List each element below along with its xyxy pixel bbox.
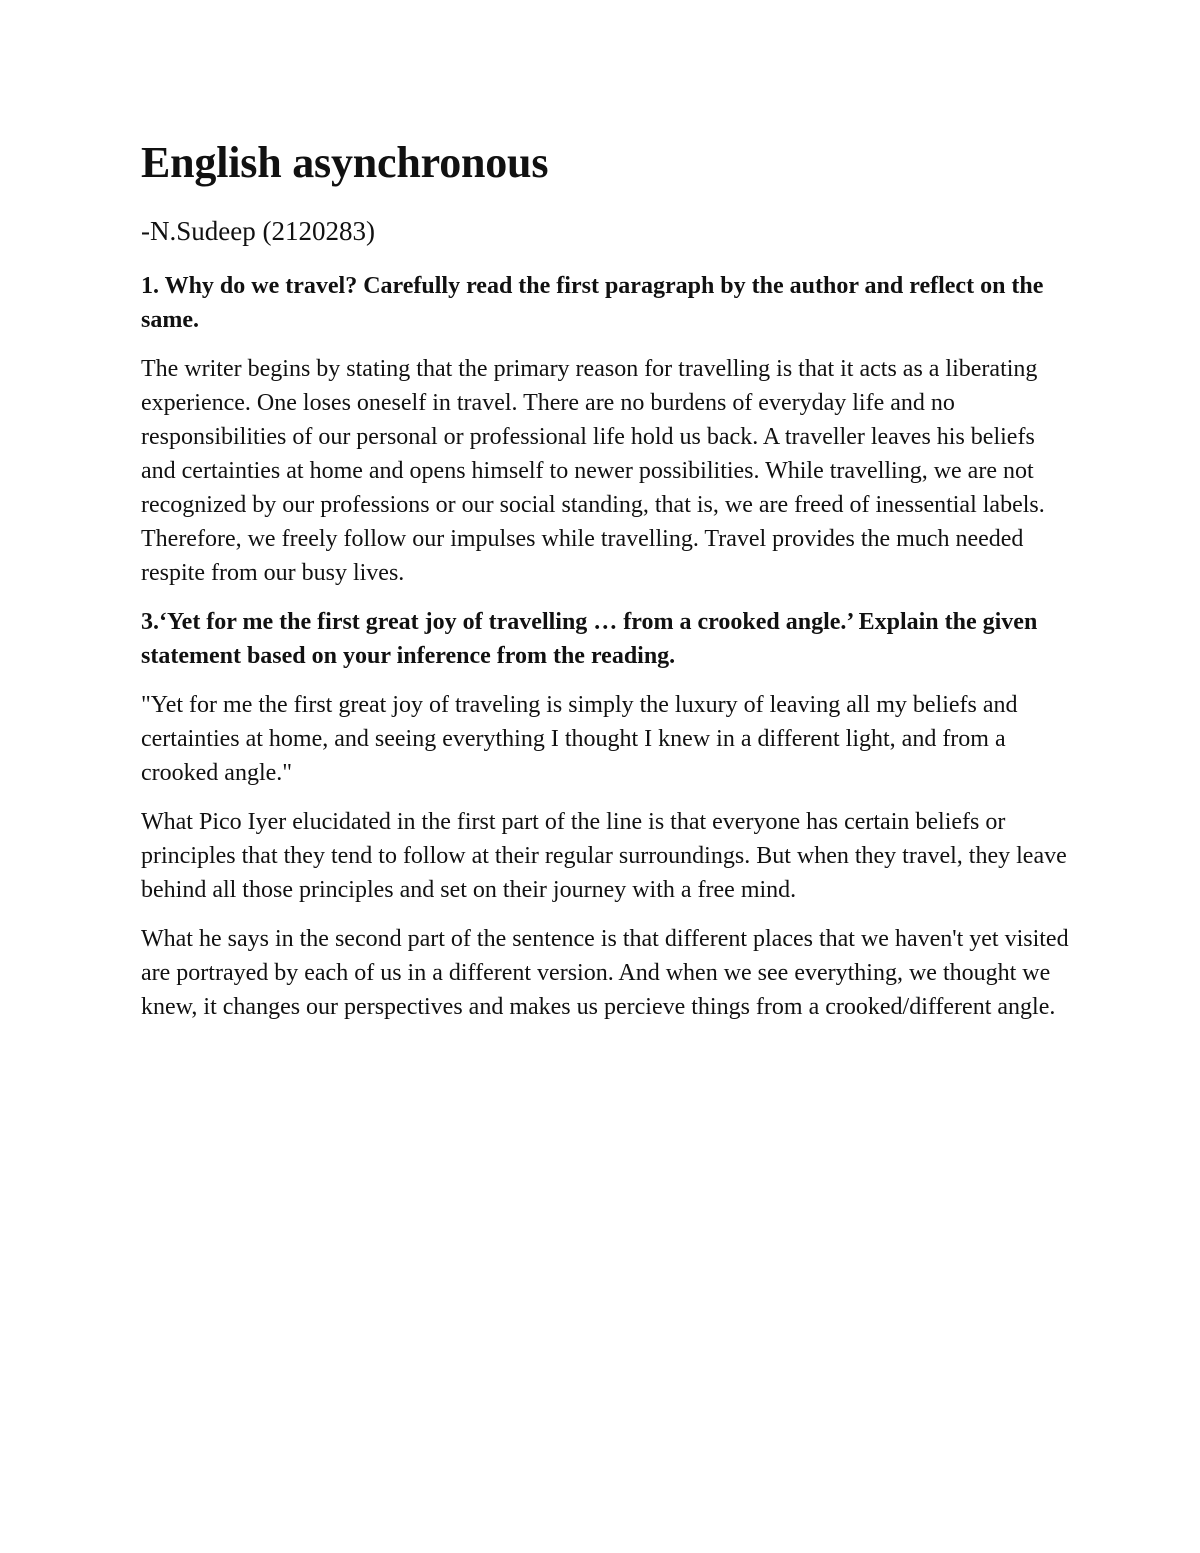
answer-3-part-2: What he says in the second part of the sentence is that different places that we haven't yet visited are portrayed by each of us in a different version. And when we see everything, we thought we knew, it changes our perspectives and makes us percieve things from a crooked/different angle. [141,925,1069,1020]
author-line: -N.Sudeep (2120283) [141,215,375,246]
question-1: 1. Why do we travel? Carefully read the first paragraph by the author and reflect on the same. [141,272,1044,333]
answer-1: The writer begins by stating that the primary reason for travelling is that it acts as a liberating experience. One loses oneself in travel. There are no burdens of everyday life and no responsibilities of our personal or professional life hold us back. A traveller leaves his beliefs and certainties at home and opens himself to newer possibilities. While travelling, we are not recognized by our professions or our social standing, that is, we are freed of inessential labels. Therefore, we freely follow our impulses while travelling. Travel provides the much needed respite from our busy lives. [141,355,1045,586]
question-3: 3.‘Yet for me the first great joy of travelling … from a crooked angle.’ Explain the given statement based on your inference from the reading. [141,608,1038,669]
document-title: English asynchronous [141,138,549,187]
answer-3-part-1: What Pico Iyer elucidated in the first part of the line is that everyone has certain beliefs or principles that they tend to follow at their regular surroundings. But when they travel, they leave behind all those principles and set on their journey with a free mind. [141,808,1067,903]
quoted-passage: "Yet for me the first great joy of traveling is simply the luxury of leaving all my beliefs and certainties at home, and seeing everything I thought I knew in a different light, and from a crooked angle." [141,691,1018,786]
document-page [141,138,1071,1039]
